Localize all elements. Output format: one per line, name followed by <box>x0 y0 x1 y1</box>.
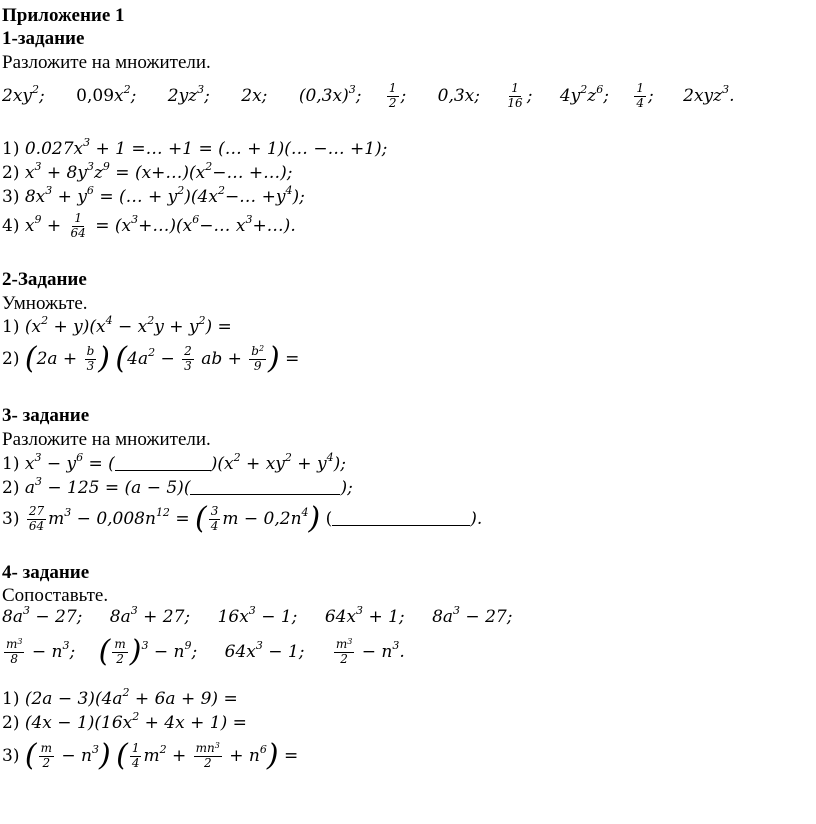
task3-exercise-3: 3) $\frac{27}{64}$ $m^3 - 0,008n^{12}$ = ( $\frac{3}{4}$ $m - 0,2n^4$) ( ). <box>2 500 483 536</box>
task2-exercise-1: 1) $(x^2 + y)(x^4 - x^2y + y^2)$ = <box>2 314 232 337</box>
term-1: 2xy <box>2 85 33 106</box>
term-fraction-sixteenth: $\frac{1}{16}$ <box>507 81 523 110</box>
task2-heading: 2-Задание <box>2 269 87 290</box>
task1-heading: 1-задание <box>2 28 85 49</box>
task2-exercise-2: 2) (2a + $\frac{b}{3}$ ) ($4a^2$ − $\frac{2}{3}$ ab + $\frac{b^2}{9}$ ) = <box>2 340 300 376</box>
answer-blank[interactable] <box>190 478 340 495</box>
task4-exercise-1: 1) $(2a - 3)(4a^2 + 6a + 9)$ = <box>2 686 238 709</box>
task3-instruction: Разложите на множители. <box>2 429 211 450</box>
task4-row-2: $\frac{m^3}{8}$ − $n^3$; ( $\frac{m}{2}$ )$^3 - n^9$; $64x^3 - 1$; $\frac{m^3}{2}$ − $n^3$. <box>6 633 405 669</box>
term-4: 2x; <box>241 85 268 106</box>
task4-exercise-2: 2) $(4x - 1)(16x^2 + 4x + 1)$ = <box>2 710 247 733</box>
page-title: Приложение 1 <box>2 5 125 26</box>
task4-exercise-3: 3) ( $\frac{m}{2}$ − $n^3$) ( $\frac{1}{4}$ $m^2$ + $\frac{mn^3}{2}$ + $n^6$) = <box>2 737 299 773</box>
task4-heading: 4- задание <box>2 562 90 583</box>
task1-exercise-2: 2) $x^3 + 8y^3z^9$ = $(x+\dots)(x^2-\dots$ +…); <box>2 160 293 183</box>
task1-exercise-4: 4) $x^9$ + $\frac{1}{64}$ = $(x^3+\dots)(x^6-\dots$ $x^3+\dots$). <box>2 211 296 240</box>
task3-exercise-1: 1) $x^3 - y^6$ = ( )$(x^2 + xy^2 + y^4)$; <box>2 451 346 474</box>
term-11: 2xyz <box>683 85 723 106</box>
task4-instruction: Сопоставьте. <box>2 585 109 606</box>
task1-exercise-1: 1) $0.027x^3 + 1$ =… +1 = (… + 1)(… −… +1); <box>2 136 388 159</box>
term-9b: z <box>587 85 597 106</box>
term-5: (0,3x) <box>298 85 349 106</box>
task3-heading: 3- задание <box>2 405 90 426</box>
term-fraction-half: $\frac{1}{2}$ <box>388 81 397 110</box>
answer-blank[interactable] <box>332 509 470 526</box>
term-fraction-quarter: $\frac{1}{4}$ <box>636 81 644 110</box>
task2-instruction: Умножьте. <box>2 293 88 314</box>
task1-instruction: Разложите на множители. <box>2 52 211 73</box>
task1-terms: $2xy^2$; $0,09x^2$; $2yz^3$; 2x; $(0,3x)^3$; $\frac{1}{2}$ ; 0,3x; $\frac{1}{16}$ ; $4y^2z^6$; $\frac{1}{4}$ ; 2xyz$^3$. <box>2 81 735 110</box>
term-9a: 4y <box>559 85 581 106</box>
task1-exercise-3: 3) $8x^3 + y^6$ = (… + $y^2)(4x^2-\dots +y^4)$; <box>2 184 305 207</box>
term-7: 0,3x; <box>437 85 480 106</box>
task3-exercise-2: 2) $a^3 - 125 = (a - 5)$( ); <box>2 475 353 498</box>
answer-blank[interactable] <box>115 454 211 471</box>
task4-row-1: $8a^3 - 27$; $8a^3 + 27$; $16x^3 - 1$; $64x^3 + 1$; $8a^3 - 27$; <box>2 604 513 627</box>
